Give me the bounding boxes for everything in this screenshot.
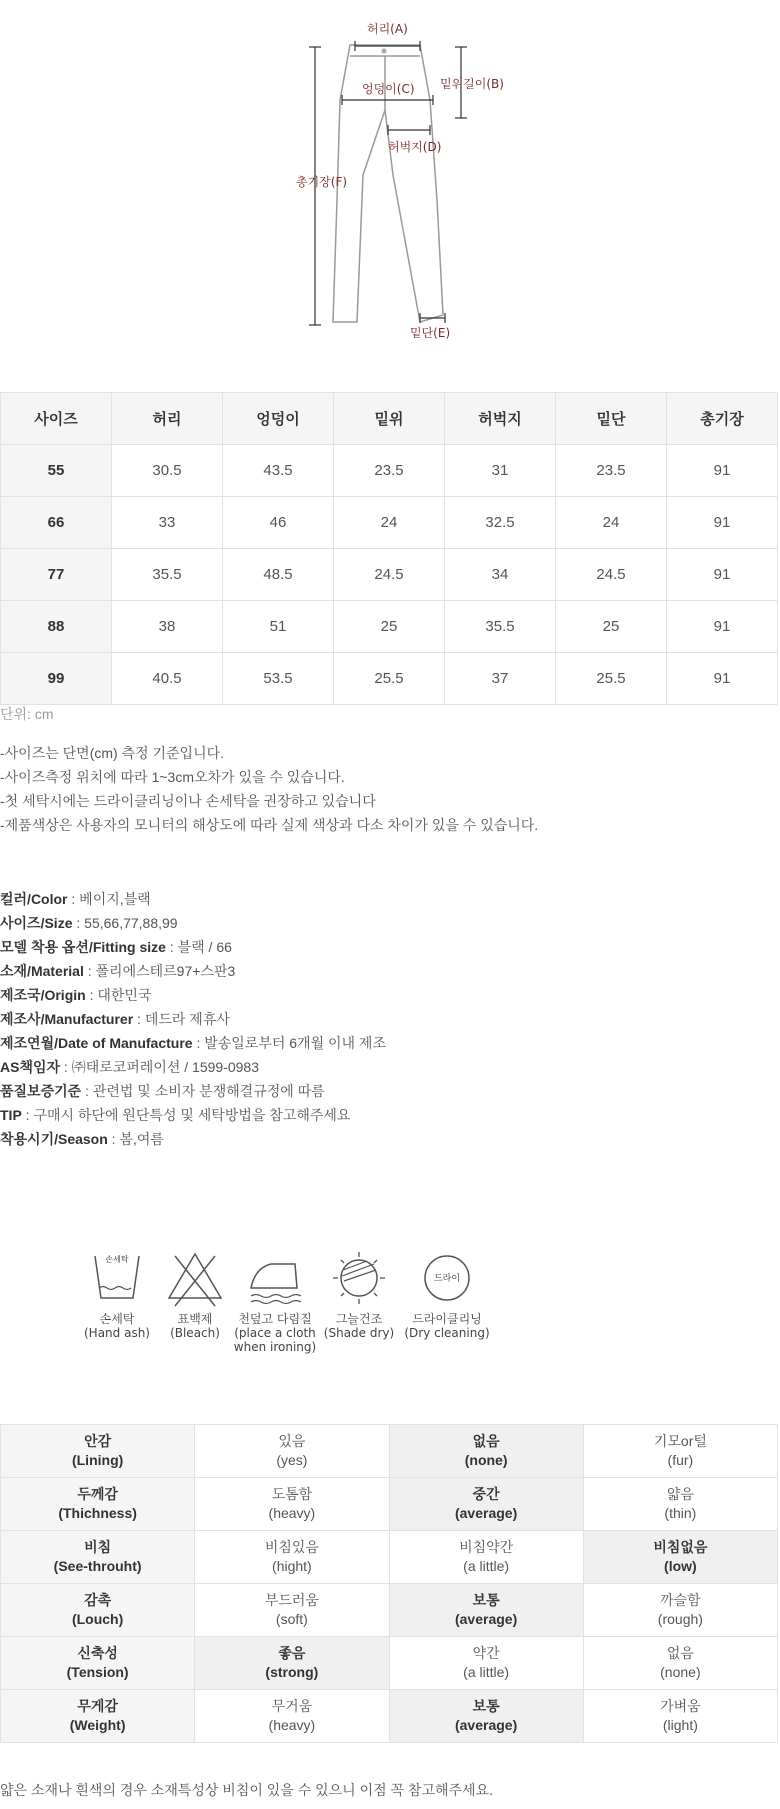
care-instructions — [72, 1248, 552, 1368]
care-label: 천덮고 다림질 — [238, 1312, 312, 1326]
fabric-option: 얇음 (thin) — [583, 1478, 777, 1531]
measurement-cell: 33 — [112, 497, 223, 549]
spec-value: 55,66,77,88,99 — [84, 915, 178, 931]
care-label: 그늘건조 — [335, 1312, 383, 1326]
size-table-header-cell: 사이즈 — [1, 393, 112, 445]
fabric-option: 비침있음 (hight) — [195, 1531, 389, 1584]
measurement-cell: 25.5 — [556, 653, 667, 705]
size-table-header — [1, 393, 778, 445]
product-spec-list — [0, 887, 386, 1151]
spec-label: TIP — [0, 1107, 22, 1123]
fabric-option: 무거움 (heavy) — [195, 1690, 389, 1743]
button-icon — [382, 49, 387, 54]
dry-cleaning-icon — [417, 1248, 477, 1310]
care-item-iron: 천덮고 다림질 (place a cloth when ironing) — [230, 1248, 320, 1354]
fabric-row — [1, 1690, 778, 1743]
table-row — [1, 653, 778, 705]
hip-label: 엉덩이(C) — [362, 82, 415, 96]
fabric-row — [1, 1531, 778, 1584]
measurement-cell: 91 — [667, 445, 778, 497]
waist-label: 허리(A) — [367, 22, 408, 36]
fabric-option-selected: 비침없음 (low) — [583, 1531, 777, 1584]
spec-value: 발송일로부터 6개월 이내 제조 — [204, 1035, 386, 1051]
pants-measurement-diagram — [0, 0, 780, 360]
spec-item: 제조연월/Date of Manufacture : 발송일로부터 6개월 이내 제조 — [0, 1035, 386, 1051]
table-row — [1, 549, 778, 601]
note-item: -사이즈측정 위치에 따라 1~3cm오차가 있을 수 있습니다. — [0, 769, 345, 785]
measurement-cell: 31 — [445, 445, 556, 497]
measurement-cell: 24 — [556, 497, 667, 549]
care-item-shade-dry — [314, 1248, 404, 1340]
measurement-cell: 91 — [667, 601, 778, 653]
size-label-cell: 99 — [1, 653, 112, 705]
measurement-cell: 25 — [334, 601, 445, 653]
spec-label: 품질보증기준 — [0, 1083, 82, 1099]
spec-label: 제조국/Origin — [0, 987, 86, 1003]
table-row — [1, 601, 778, 653]
size-label-cell: 88 — [1, 601, 112, 653]
fabric-property-name: 감촉 (Louch) — [1, 1584, 195, 1637]
size-table-header-cell: 허리 — [112, 393, 223, 445]
spec-label: 컬러/Color — [0, 891, 68, 907]
length-label: 총기장(F) — [296, 175, 348, 189]
fabric-footnote: 얇은 소재나 흰색의 경우 소재특성상 비침이 있을 수 있으니 이점 꼭 참고해주세요. — [0, 1782, 493, 1798]
measurement-cell: 53.5 — [223, 653, 334, 705]
fabric-option: 가벼움 (light) — [583, 1690, 777, 1743]
measurement-cell: 34 — [445, 549, 556, 601]
measurement-cell: 51 — [223, 601, 334, 653]
measurement-cell: 30.5 — [112, 445, 223, 497]
fabric-property-name: 신축성 (Tension) — [1, 1637, 195, 1690]
care-label: 손세탁 — [99, 1312, 135, 1326]
fabric-option: 부드러움 (soft) — [195, 1584, 389, 1637]
measurement-cell: 23.5 — [334, 445, 445, 497]
fabric-property-table — [0, 1424, 778, 1743]
fabric-property-name: 안감 (Lining) — [1, 1425, 195, 1478]
table-row — [1, 497, 778, 549]
spec-value: 블랙 / 66 — [177, 939, 232, 955]
measurement-cell: 40.5 — [112, 653, 223, 705]
spec-label: 모델 착용 옵션/Fitting size — [0, 939, 166, 955]
shade-dry-icon — [329, 1248, 389, 1310]
spec-item: 컬러/Color : 베이지,블랙 — [0, 891, 151, 907]
spec-item: 제조국/Origin : 대한민국 — [0, 987, 152, 1003]
spec-item: 소재/Material : 폴리에스테르97+스판3 — [0, 963, 236, 979]
care-label-en: (Hand ash) — [84, 1326, 150, 1340]
spec-value: 구매시 하단에 원단특성 및 세탁방법을 참고해주세요 — [33, 1107, 351, 1123]
note-item: -사이즈는 단면(cm) 측정 기준입니다. — [0, 745, 225, 761]
fabric-option: 까슬함 (rough) — [583, 1584, 777, 1637]
no-bleach-icon — [165, 1248, 225, 1310]
unit-label: 단위: cm — [0, 706, 54, 722]
spec-label: AS책임자 — [0, 1059, 61, 1075]
size-label-cell: 66 — [1, 497, 112, 549]
iron-with-cloth-icon — [245, 1248, 305, 1310]
measurement-cell: 46 — [223, 497, 334, 549]
svg-text:손세탁: 손세탁 — [105, 1255, 129, 1264]
care-item-dry-cleaning — [402, 1248, 492, 1340]
measurement-cell: 25.5 — [334, 653, 445, 705]
spec-label: 제조연월/Date of Manufacture — [0, 1035, 193, 1051]
size-notes — [0, 741, 538, 837]
size-table-header-cell: 엉덩이 — [223, 393, 334, 445]
care-label: 표백제 — [177, 1312, 213, 1326]
spec-item: TIP : 구매시 하단에 원단특성 및 세탁방법을 참고해주세요 — [0, 1107, 351, 1123]
size-table-header-cell: 허벅지 — [445, 393, 556, 445]
fabric-option-selected: 중간 (average) — [389, 1478, 583, 1531]
size-label-cell: 77 — [1, 549, 112, 601]
fabric-option: 없음 (none) — [583, 1637, 777, 1690]
measurement-cell: 35.5 — [445, 601, 556, 653]
spec-value: ㈜태로코퍼레이션 / 1599-0983 — [71, 1059, 259, 1075]
measurement-cell: 32.5 — [445, 497, 556, 549]
measurement-cell: 23.5 — [556, 445, 667, 497]
spec-label: 착용시기/Season — [0, 1131, 108, 1147]
care-item-hand-wash — [72, 1248, 162, 1340]
spec-item: AS책임자 : ㈜태로코퍼레이션 / 1599-0983 — [0, 1059, 259, 1075]
measurement-cell: 24 — [334, 497, 445, 549]
size-table — [0, 392, 778, 705]
fabric-option: 약간 (a little) — [389, 1637, 583, 1690]
measurement-cell: 24.5 — [556, 549, 667, 601]
size-table-header-cell: 밑단 — [556, 393, 667, 445]
care-label-en: (Bleach) — [170, 1326, 220, 1340]
measurement-cell: 37 — [445, 653, 556, 705]
thigh-label: 허벅지(D) — [388, 140, 442, 154]
rise-label: 밑위길이(B) — [440, 77, 504, 91]
fabric-property-name: 두께감 (Thichness) — [1, 1478, 195, 1531]
measurement-cell: 24.5 — [334, 549, 445, 601]
spec-item: 사이즈/Size : 55,66,77,88,99 — [0, 915, 178, 931]
fabric-row — [1, 1425, 778, 1478]
fabric-row — [1, 1478, 778, 1531]
fabric-property-name: 비침 (See-throuht) — [1, 1531, 195, 1584]
fabric-option-selected: 없음 (none) — [389, 1425, 583, 1478]
note-item: -첫 세탁시에는 드라이클리닝이나 손세탁을 권장하고 있습니다 — [0, 793, 376, 809]
care-label-en: (place a cloth — [234, 1326, 316, 1340]
spec-label: 제조사/Manufacturer — [0, 1011, 134, 1027]
spec-label: 사이즈/Size — [0, 915, 73, 931]
hem-label: 밑단(E) — [410, 326, 451, 340]
spec-value: 관련법 및 소비자 분쟁해결규정에 따름 — [92, 1083, 325, 1099]
spec-item: 제조사/Manufacturer : 데드라 제휴사 — [0, 1011, 230, 1027]
hand-wash-icon — [87, 1248, 147, 1310]
fabric-option: 있음 (yes) — [195, 1425, 389, 1478]
measurement-cell: 35.5 — [112, 549, 223, 601]
fabric-row — [1, 1637, 778, 1690]
spec-value: 대한민국 — [97, 987, 152, 1003]
spec-value: 봄,여름 — [119, 1131, 164, 1147]
spec-item: 모델 착용 옵션/Fitting size : 블랙 / 66 — [0, 939, 232, 955]
svg-text:드라이: 드라이 — [433, 1274, 461, 1284]
measurement-cell: 91 — [667, 653, 778, 705]
table-row — [1, 445, 778, 497]
fabric-row — [1, 1584, 778, 1637]
note-item: -제품색상은 사용자의 모니터의 해상도에 따라 실제 색상과 다소 차이가 있을 수 있습니다. — [0, 817, 539, 833]
spec-label: 소재/Material — [0, 963, 84, 979]
size-label-cell: 55 — [1, 445, 112, 497]
measurement-cell: 91 — [667, 497, 778, 549]
measurement-cell: 38 — [112, 601, 223, 653]
care-label-en: (Shade dry) — [323, 1326, 395, 1340]
size-table-header-cell: 총기장 — [667, 393, 778, 445]
care-item-no-bleach — [150, 1248, 240, 1340]
spec-item: 품질보증기준 : 관련법 및 소비자 분쟁해결규정에 따름 — [0, 1083, 325, 1099]
fabric-option: 도톰함 (heavy) — [195, 1478, 389, 1531]
care-label-en: (Dry cleaning) — [404, 1326, 490, 1340]
fabric-option: 기모or털 (fur) — [583, 1425, 777, 1478]
spec-value: 데드라 제휴사 — [144, 1011, 230, 1027]
fabric-property-name: 무게감 (Weight) — [1, 1690, 195, 1743]
fabric-option-selected: 보통 (average) — [389, 1584, 583, 1637]
care-label: 드라이클리닝 — [412, 1312, 482, 1326]
measurement-cell: 48.5 — [223, 549, 334, 601]
measurement-cell: 91 — [667, 549, 778, 601]
spec-value: 베이지,블랙 — [79, 891, 151, 907]
fabric-option-selected: 좋음 (strong) — [195, 1637, 389, 1690]
fabric-option: 비침약간 (a little) — [389, 1531, 583, 1584]
size-table-header-cell: 밑위 — [334, 393, 445, 445]
measurement-cell: 43.5 — [223, 445, 334, 497]
fabric-option-selected: 보통 (average) — [389, 1690, 583, 1743]
spec-item: 착용시기/Season : 봄,여름 — [0, 1131, 164, 1147]
measurement-cell: 25 — [556, 601, 667, 653]
spec-value: 폴리에스테르97+스판3 — [95, 963, 236, 979]
